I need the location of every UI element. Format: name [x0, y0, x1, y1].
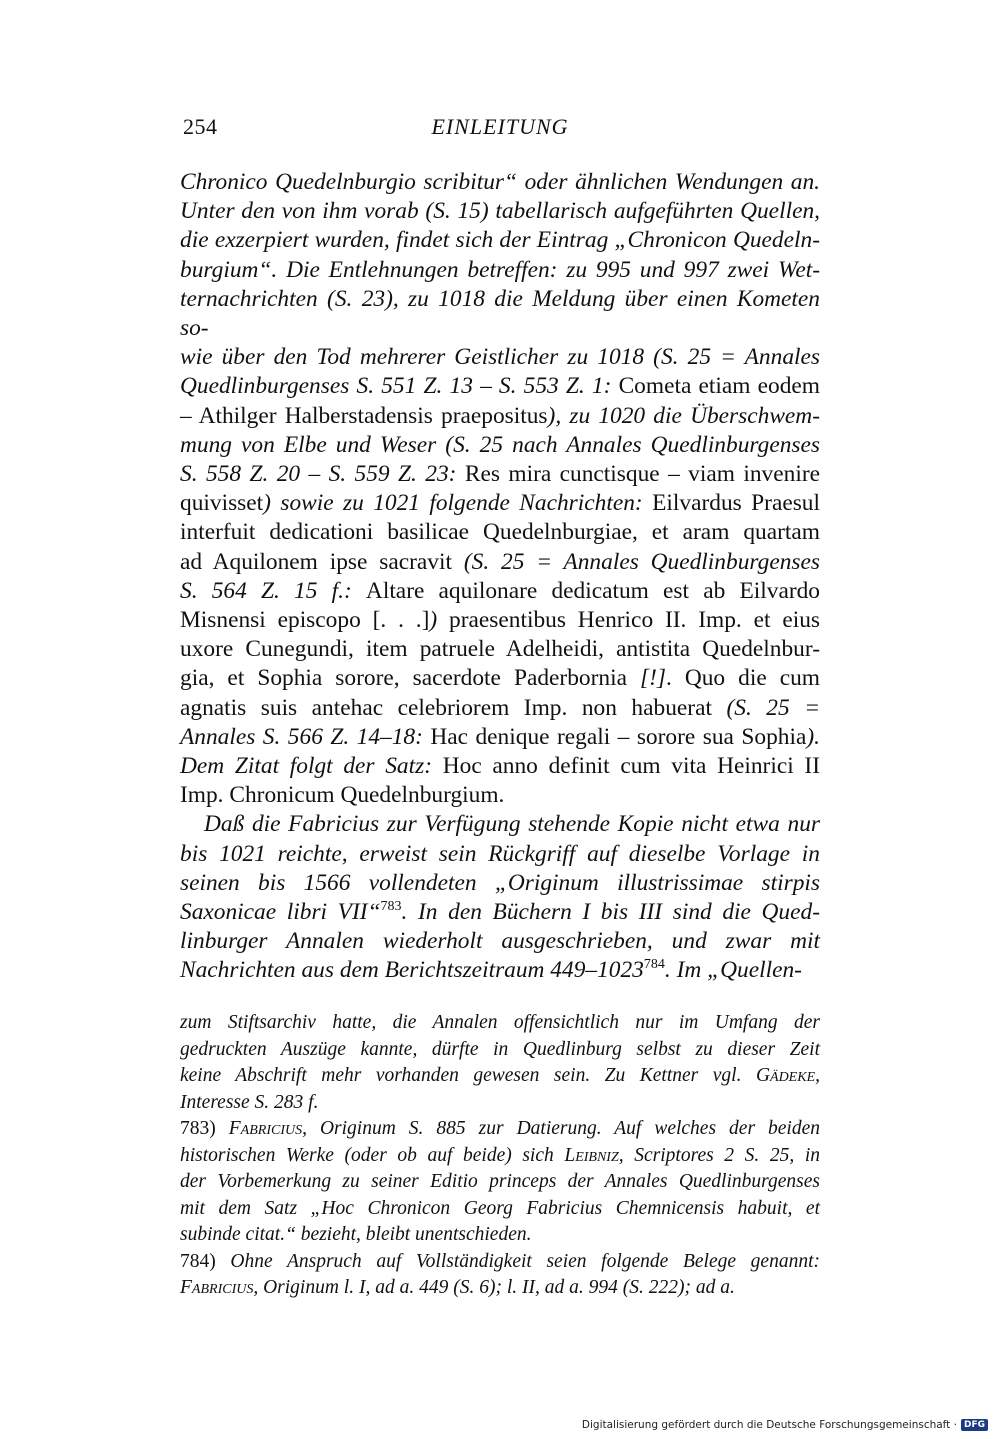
text-line: [180, 1010, 820, 1037]
text-segment: Saxonicae libri VII“: [180, 899, 381, 926]
text-segment: mit dem Satz „Hoc Chronicon Georg Fabricius Chemnicensis habuit, et: [180, 1197, 820, 1219]
author-name: Leibniz: [564, 1144, 619, 1166]
author-name: Gädeke: [755, 1065, 816, 1086]
text-segment: historischen Werke (oder ob auf beide) sich: [180, 1144, 565, 1166]
text-segment: ), zu 1020 die Überschwem-: [547, 402, 820, 429]
text-segment: bis 1021 reichte, erweist sein Rückgriff auf dieselbe Vorlage in: [180, 840, 820, 867]
author-name: Fabricius: [228, 1118, 303, 1139]
text-line: [180, 752, 820, 781]
text-segment: die exzerpiert wurden, findet sich der Eintrag „Chronicon Quedeln-: [180, 227, 820, 254]
text-segment: Ohne Anspruch auf Vollständigkeit seien folgende Belege genannt:: [230, 1250, 820, 1272]
text-segment: , Originum S. 885 zur Datierung. Auf welches der beiden: [302, 1118, 821, 1139]
text-segment: wie über den Tod mehrerer Geistlicher zu 1018 (S. 25 = Annales: [180, 344, 820, 371]
text-line: [180, 1063, 820, 1090]
text-line: [180, 1275, 820, 1302]
paragraph-1: [180, 168, 820, 810]
text-segment: (S. 25 =: [726, 694, 820, 721]
footnote-continued: [180, 1010, 820, 1116]
text-segment: zum Stiftsarchiv hatte, die Annalen offensichtlich nur im Umfang der: [180, 1012, 820, 1033]
main-text: [180, 168, 820, 986]
dfg-logo-icon: DFG: [961, 1419, 988, 1431]
text-segment: Res mira cunctisque – viam invenire: [464, 461, 820, 488]
text-segment: S. 558 Z. 20 – S. 559 Z. 23:: [180, 461, 465, 488]
page-number: 254: [183, 114, 218, 139]
text-segment: . Im „Quellen-: [664, 957, 802, 984]
footnote-784: [180, 1249, 820, 1302]
text-segment: ,: [815, 1065, 820, 1086]
footnote-ref: 784: [643, 957, 665, 973]
text-segment: mung von Elbe und Weser (S. 25 nach Annales Quedlinburgenses: [180, 431, 820, 458]
text-segment: interfuit dedicationi basilicae Quedelnburgiae, et aram quartam: [180, 519, 820, 546]
text-segment: ): [429, 607, 450, 634]
text-line: [180, 197, 820, 226]
text-line: [180, 372, 820, 401]
text-segment: Quedlinburgenses S. 551 Z. 13 – S. 553 Z. 1:: [180, 373, 619, 400]
text-line: [180, 1169, 820, 1196]
text-segment: gia, et Sophia sorore, sacerdote Paderbornia: [180, 665, 640, 692]
text-segment: Annales S. 566 Z. 14–18:: [180, 723, 431, 750]
text-segment: gedruckten Auszüge kannte, dürfte in Quedlinburg selbst zu dieser Zeit: [180, 1038, 820, 1060]
text-segment: ternachrichten (S. 23), zu 1018 die Meldung über einen Kometen so-: [180, 285, 820, 342]
text-segment: Eilvardus Praesul: [652, 490, 820, 517]
text-line: [180, 664, 820, 693]
text-line: [180, 781, 820, 810]
text-line: [180, 956, 820, 985]
text-line: [180, 1143, 820, 1170]
text-segment: burgium“. Die Entlehnungen betreffen: zu 995 und 997 zwei Wet-: [180, 256, 820, 283]
text-segment: (S. 25 = Annales Quedlinburgenses: [463, 548, 820, 575]
text-line: [180, 1249, 820, 1276]
footnote-783: [180, 1116, 820, 1249]
text-segment: praesentibus Henrico II. Imp. et eius: [449, 607, 821, 634]
text-line: [180, 898, 820, 927]
text-line: [180, 1090, 820, 1117]
running-head: EINLEITUNG: [431, 114, 569, 139]
text-segment: der Vorbemerkung zu seiner Editio princeps der Annales Quedlinburgenses: [180, 1171, 820, 1192]
text-line: [180, 927, 820, 956]
text-segment: ) sowie zu 1021 folgende Nachrichten:: [263, 490, 653, 517]
paragraph-2: [180, 810, 820, 985]
text-segment: Imp. Chronicum Quedelnburgium.: [180, 782, 505, 809]
text-segment: , Scriptores 2 S. 25, in: [618, 1144, 821, 1166]
text-line: [180, 1196, 820, 1223]
digitization-credit: [582, 1419, 988, 1431]
text-line: [180, 1222, 820, 1249]
text-line: [180, 168, 820, 197]
text-segment: Daß die Fabricius zur Verfügung stehende Kopie nicht etwa nur: [204, 811, 820, 838]
text-segment: agnatis suis antehac celebriorem Imp. non habuerat: [180, 694, 727, 721]
text-line: [180, 1116, 820, 1143]
text-line: [180, 635, 820, 664]
text-segment: – Athilger Halberstadensis praepositus: [180, 402, 548, 429]
text-line: [180, 723, 820, 752]
text-line: [180, 518, 820, 547]
text-segment: , Originum l. I, ad a. 449 (S. 6); l. II, ad a. 994 (S. 222); ad a.: [253, 1277, 735, 1298]
text-line: [180, 431, 820, 460]
credit-text: Digitalisierung gefördert durch die Deutsche Forschungsgemeinschaft ·: [581, 1419, 957, 1431]
text-segment: Misnensi episcopo [. . .]: [180, 607, 430, 634]
footnote-ref: 783: [380, 899, 402, 915]
text-segment: Unter den von ihm vorab (S. 15) tabellarisch aufgeführten Quellen,: [180, 198, 820, 225]
text-segment: . In den Büchern I bis III sind die Qued-: [401, 899, 820, 926]
text-line: [180, 548, 820, 577]
text-segment: ).: [806, 723, 820, 750]
text-segment: [!]: [639, 665, 666, 692]
text-segment: linburger Annalen wiederholt ausgeschrieben, und zwar mit: [180, 928, 820, 955]
text-segment: keine Abschrift mehr vorhanden gewesen sein. Zu Kettner vgl.: [180, 1065, 756, 1086]
text-line: [180, 840, 820, 869]
text-segment: subinde citat.“ bezieht, bleibt unentschieden.: [180, 1224, 532, 1245]
text-segment: Hac denique regali – sorore sua Sophia: [430, 723, 807, 750]
text-segment: quivisset: [180, 490, 264, 517]
text-line: [180, 256, 820, 285]
text-line: [180, 810, 820, 839]
text-segment: Nachrichten aus dem Berichtszeitraum 449–1023: [180, 957, 644, 984]
text-segment: ad Aquilonem ipse sacravit: [180, 548, 464, 575]
text-line: [180, 343, 820, 372]
text-line: [180, 694, 820, 723]
text-segment: Chronico Quedelnburgio scribitur“ oder ähnlichen Wendungen an.: [180, 169, 820, 195]
text-segment: . Quo die cum: [665, 665, 820, 692]
text-segment: S. 564 Z. 15 f.:: [180, 577, 366, 604]
text-segment: Dem Zitat folgt der Satz:: [180, 753, 443, 780]
text-line: [180, 606, 820, 635]
text-segment: seinen bis 1566 vollendeten „Originum illustrissimae stirpis: [180, 869, 820, 896]
text-segment: uxore Cunegundi, item patruele Adelheidi, antistita Quedelnbur-: [180, 636, 820, 663]
text-line: [180, 402, 820, 431]
text-line: [180, 226, 820, 255]
text-line: [180, 489, 820, 518]
text-line: [180, 460, 820, 489]
footnote-number: 784): [180, 1250, 231, 1272]
text-line: [180, 285, 820, 343]
text-segment: Cometa etiam eodem: [618, 373, 820, 400]
text-segment: Hoc anno definit cum vita Heinrici II: [442, 753, 820, 780]
text-segment: Altare aquilonare dedicatum est ab Eilvardo: [365, 577, 821, 604]
footnotes: [180, 1010, 820, 1302]
text-line: [180, 577, 820, 606]
footnote-number: 783): [180, 1118, 229, 1139]
text-line: [180, 1037, 820, 1064]
author-name: Fabricius: [180, 1277, 254, 1298]
text-segment: Interesse S. 283 f.: [180, 1091, 319, 1113]
text-line: [180, 869, 820, 898]
